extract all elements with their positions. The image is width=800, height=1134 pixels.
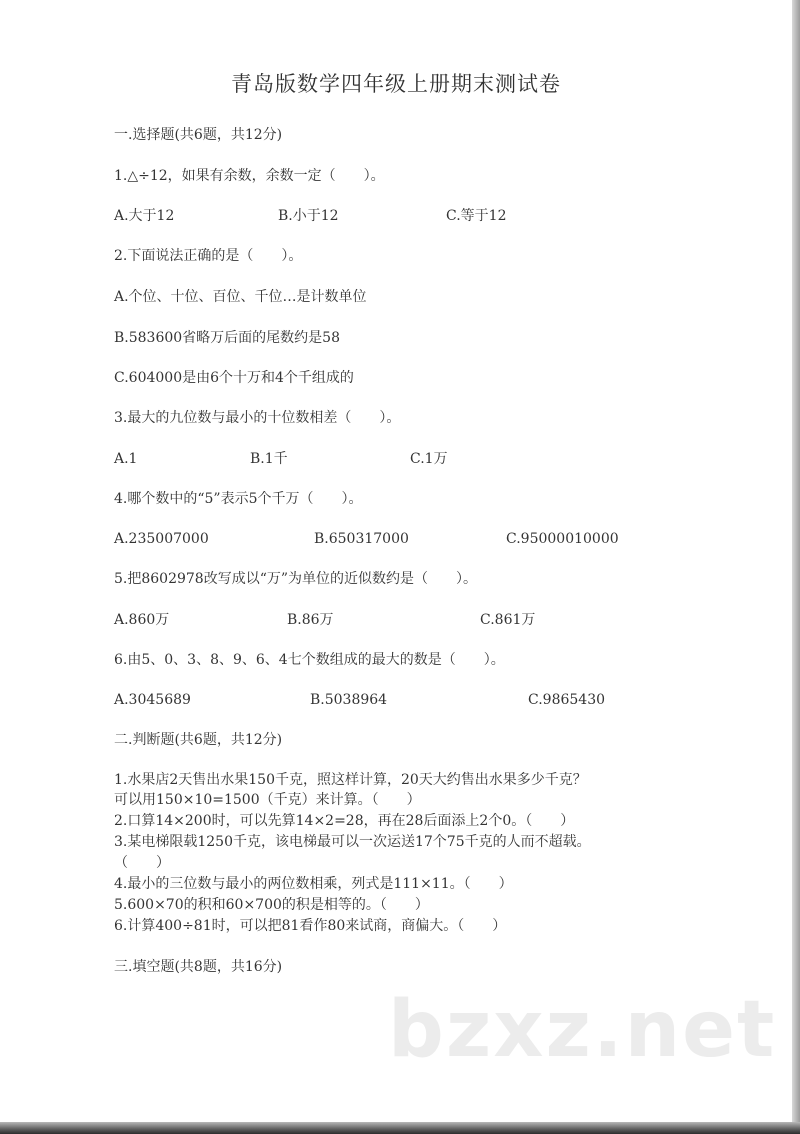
option-b: B.小于12	[278, 208, 339, 224]
option-a: A.3045689	[114, 692, 191, 708]
option-c: C.等于12	[446, 208, 507, 224]
option-c: C.95000010000	[506, 531, 619, 547]
watermark: bzxz.net	[388, 985, 777, 1075]
option-b: B.1千	[250, 451, 288, 467]
judgement-line: 2.口算14×200时，可以先算14×2=28，再在28后面添上2个0。（ ）	[114, 813, 575, 829]
bottom-bar	[0, 1122, 800, 1134]
option-c: C.604000是由6个十万和4个千组成的	[114, 370, 354, 386]
section-heading-fill: 三.填空题(共8题，共16分)	[114, 959, 283, 975]
section-heading-choice: 一.选择题(共6题，共12分)	[114, 127, 283, 143]
question-stem: 2.下面说法正确的是（ ）。	[114, 248, 303, 264]
judgement-line: 1.水果店2天售出水果150千克，照这样计算，20天大约售出水果多少千克？	[114, 772, 587, 788]
page-title: 青岛版数学四年级上册期末测试卷	[231, 72, 561, 96]
judgement-line: 可以用150×10=1500（千克）来计算。（ ）	[114, 792, 421, 808]
option-a: A.235007000	[114, 531, 209, 547]
judgement-line: 6.计算400÷81时，可以把81看作80来试商，商偏大。（ ）	[114, 918, 507, 934]
option-b: B.650317000	[314, 531, 409, 547]
option-c: C.861万	[480, 612, 536, 628]
option-c: C.1万	[410, 451, 448, 467]
page-edge-right	[792, 0, 800, 1134]
judgement-line: 3.某电梯限载1250千克，该电梯最可以一次运送17个75千克的人而不超载。	[114, 834, 591, 850]
option-b: B.583600省略万后面的尾数约是58	[114, 330, 340, 346]
question-stem: 5.把8602978改写成以“万”为单位的近似数约是（ ）。	[114, 571, 478, 587]
question-stem: 3.最大的九位数与最小的十位数相差（ ）。	[114, 410, 401, 426]
section-heading-judgement: 二.判断题(共6题，共12分)	[114, 732, 283, 748]
question-stem: 1.△÷12，如果有余数，余数一定（ ）。	[114, 168, 385, 184]
option-a: A.个位、十位、百位、千位…是计数单位	[114, 289, 367, 305]
option-a: A.大于12	[114, 208, 175, 224]
option-b: B.86万	[287, 612, 334, 628]
option-a: A.1	[114, 451, 138, 467]
question-stem: 4.哪个数中的“5”表示5个千万（ ）。	[114, 491, 363, 507]
option-b: B.5038964	[310, 692, 388, 708]
judgement-line: （ ）	[114, 855, 170, 871]
option-c: C.9865430	[528, 692, 606, 708]
question-stem: 6.由5、0、3、8、9、6、4七个数组成的最大的数是（ ）。	[114, 652, 505, 668]
judgement-line: 4.最小的三位数与最小的两位数相乘，列式是111×11。（ ）	[114, 876, 513, 892]
option-a: A.860万	[114, 612, 170, 628]
judgement-line: 5.600×70的积和60×700的积是相等的。（ ）	[114, 897, 429, 913]
